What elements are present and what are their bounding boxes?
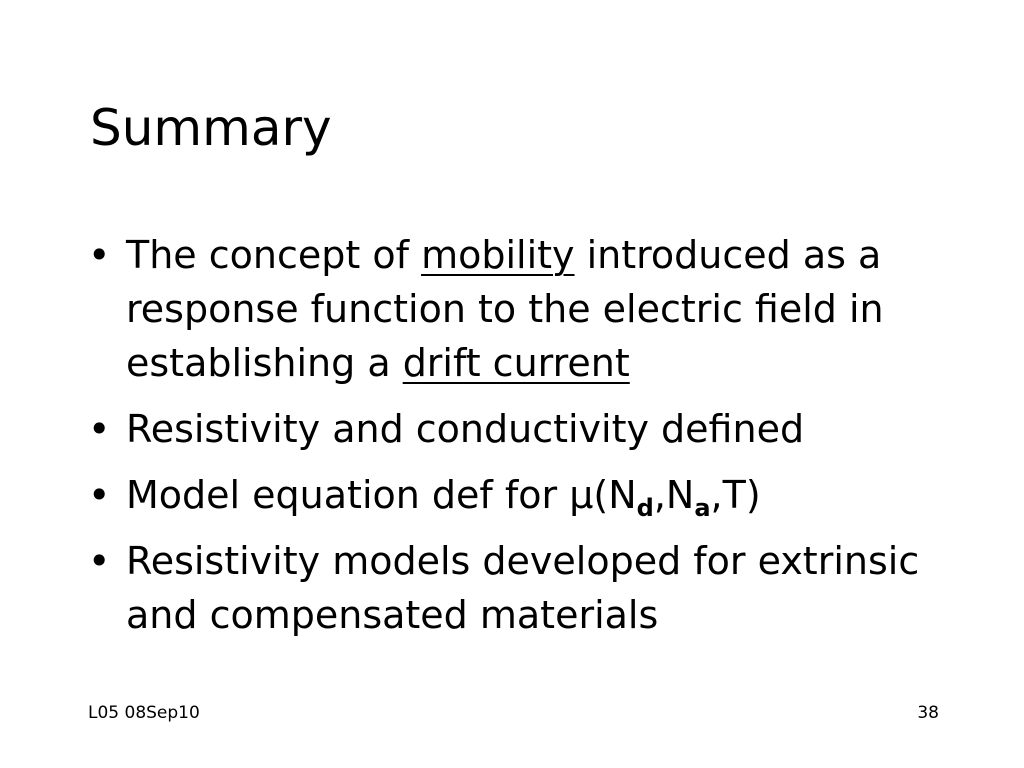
- bullet-item: [88, 468, 968, 522]
- bullet-marker: •: [88, 233, 111, 277]
- subscript-a: a: [694, 494, 711, 522]
- bullet-text: introduced as a response function to the electric field in establishing a: [126, 233, 884, 385]
- slide-title: Summary: [90, 99, 332, 157]
- bullet-text: Resistivity and conductivity defined: [126, 407, 805, 451]
- bullet-item: [88, 534, 968, 642]
- footer-lecture-date: L05 08Sep10: [88, 703, 200, 723]
- subscript-d: d: [636, 494, 654, 522]
- underlined-term-mobility: mobility: [421, 233, 575, 277]
- bullet-text: ,N: [653, 473, 695, 517]
- bullet-item: [88, 228, 968, 390]
- bullet-text: Model equation def for μ(N: [126, 473, 637, 517]
- bullet-marker: •: [88, 539, 111, 583]
- bullet-marker: •: [88, 407, 111, 451]
- bullet-marker: •: [88, 473, 111, 517]
- bullet-list: [88, 228, 968, 654]
- slide-number: 38: [917, 703, 939, 723]
- bullet-text: Resistivity models developed for extrinsic and compensated materials: [126, 539, 920, 637]
- underlined-term-drift-current: drift current: [402, 341, 630, 385]
- bullet-item: [88, 402, 968, 456]
- bullet-text: The concept of: [126, 233, 422, 277]
- bullet-text: ,T): [710, 473, 761, 517]
